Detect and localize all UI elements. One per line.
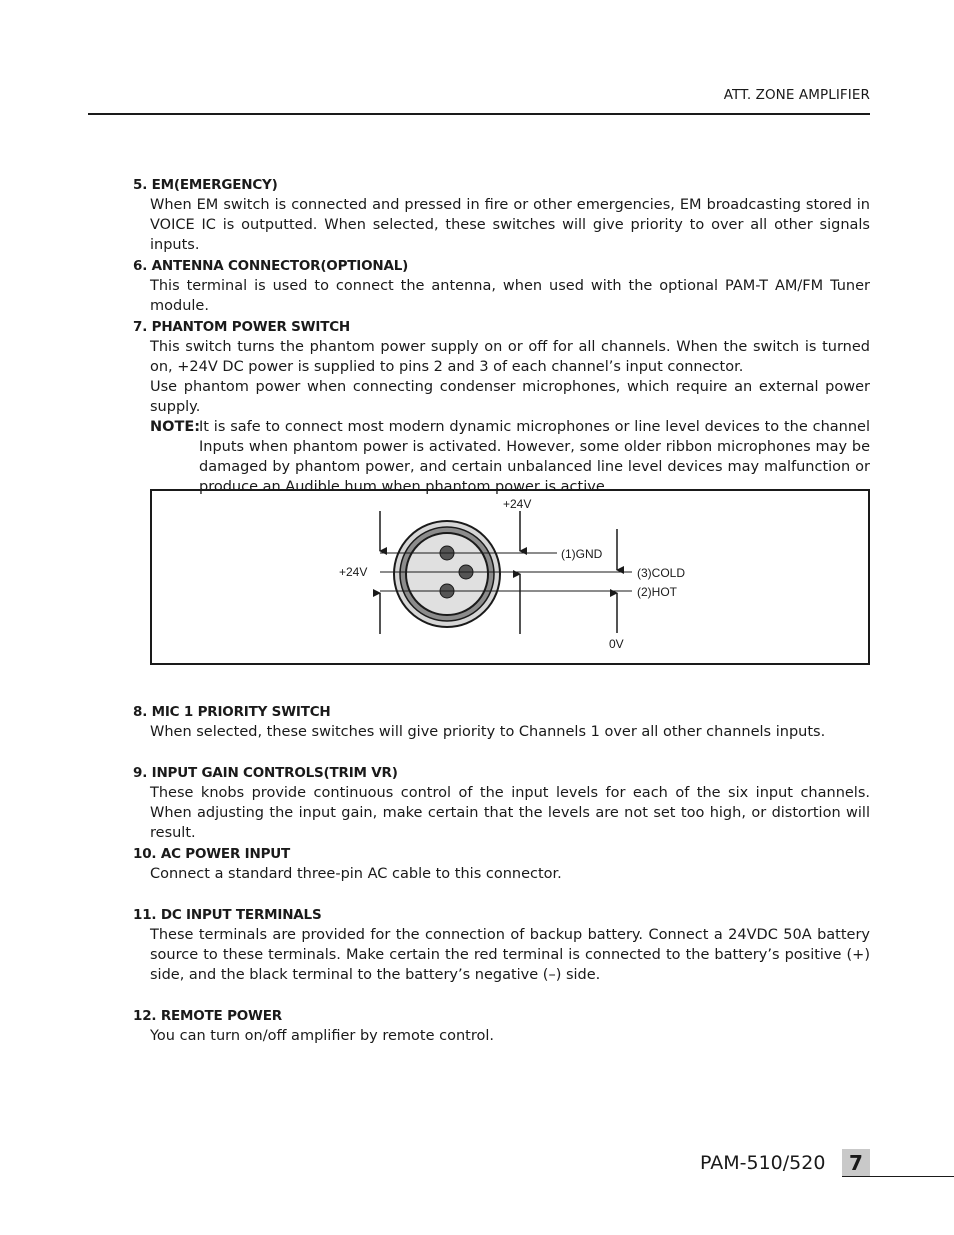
- section-text: You can turn on/off amplifier by remote control.: [150, 1028, 494, 1044]
- footer-rule: [842, 1176, 954, 1177]
- note: [150, 417, 870, 497]
- phantom-power-diagram: [150, 489, 870, 665]
- header-title: ATT. ZONE AMPLIFIER: [723, 87, 870, 103]
- section-heading: 8. MIC 1 PRIORITY SWITCH: [133, 704, 331, 720]
- section-text: These terminals are provided for the connection of backup battery. Connect a 24VDC 50A battery source to these terminals. Make certain the red terminal is connected to the battery’s positive (+) side, and the black terminal to the battery’s negative (–) side.: [150, 927, 870, 983]
- section-heading: 10. AC POWER INPUT: [133, 846, 291, 862]
- label-top-24v: +24V: [503, 497, 532, 511]
- label-left-24v: +24V: [339, 565, 368, 579]
- label-gnd: (1)GND: [561, 547, 603, 561]
- section-text: Connect a standard three-pin AC cable to this connector.: [150, 866, 562, 882]
- footer-model: PAM-510/520: [700, 1152, 826, 1174]
- section-heading: 11. DC INPUT TERMINALS: [133, 907, 322, 923]
- section-heading: 5. EM(EMERGENCY): [133, 177, 278, 193]
- section-text: This terminal is used to connect the antenna, when used with the optional PAM-T AM/FM Tuner module.: [150, 278, 870, 314]
- section-text: This switch turns the phantom power supply on or off for all channels. When the switch is turned on, +24V DC power is supplied to pins 2 and 3 of each channel’s input connector.: [150, 339, 870, 375]
- section-input-gain: [133, 763, 870, 843]
- note-label: NOTE:: [150, 419, 201, 435]
- section-heading: 12. REMOTE POWER: [133, 1008, 282, 1024]
- note-text: It is safe to connect most modern dynamic microphones or line level devices to the channel Inputs when phantom power is activated. However, some older ribbon microphones may be damaged by phantom power, and certain unbalanced line level devices may malfunction or produce an Audible hum when phantom power is active.: [199, 419, 870, 495]
- section-heading: 7. PHANTOM POWER SWITCH: [133, 319, 351, 335]
- section-mic1-priority: [133, 702, 870, 742]
- section-antenna: [133, 256, 870, 316]
- section-ac-power: [133, 844, 870, 884]
- xlr-connector-icon: [394, 521, 500, 627]
- label-cold: (3)COLD: [637, 566, 686, 580]
- section-text: These knobs provide continuous control of the input levels for each of the six input channels. When adjusting the input gain, make certain that the levels are not set too high, or distortion will result.: [150, 785, 870, 841]
- header-rule: [88, 113, 870, 115]
- label-hot: (2)HOT: [637, 585, 677, 599]
- label-0v: 0V: [609, 637, 624, 651]
- section-heading: 9. INPUT GAIN CONTROLS(TRIM VR): [133, 765, 398, 781]
- page-number: 7: [842, 1149, 870, 1177]
- xlr-connector-diagram: [152, 491, 868, 663]
- section-text: When selected, these switches will give priority to Channels 1 over all other channels inputs.: [150, 724, 826, 740]
- section-phantom: [133, 317, 870, 497]
- section-em: [133, 175, 870, 255]
- section-dc-input: [133, 905, 870, 985]
- section-heading: 6. ANTENNA CONNECTOR(OPTIONAL): [133, 258, 409, 274]
- section-remote-power: [133, 1006, 870, 1046]
- section-text: Use phantom power when connecting condenser microphones, which require an external power supply.: [150, 379, 870, 415]
- section-text: When EM switch is connected and pressed in fire or other emergencies, EM broadcasting stored in VOICE IC is outputted. When selected, these switches will give priority to over all other signals inputs.: [150, 197, 870, 253]
